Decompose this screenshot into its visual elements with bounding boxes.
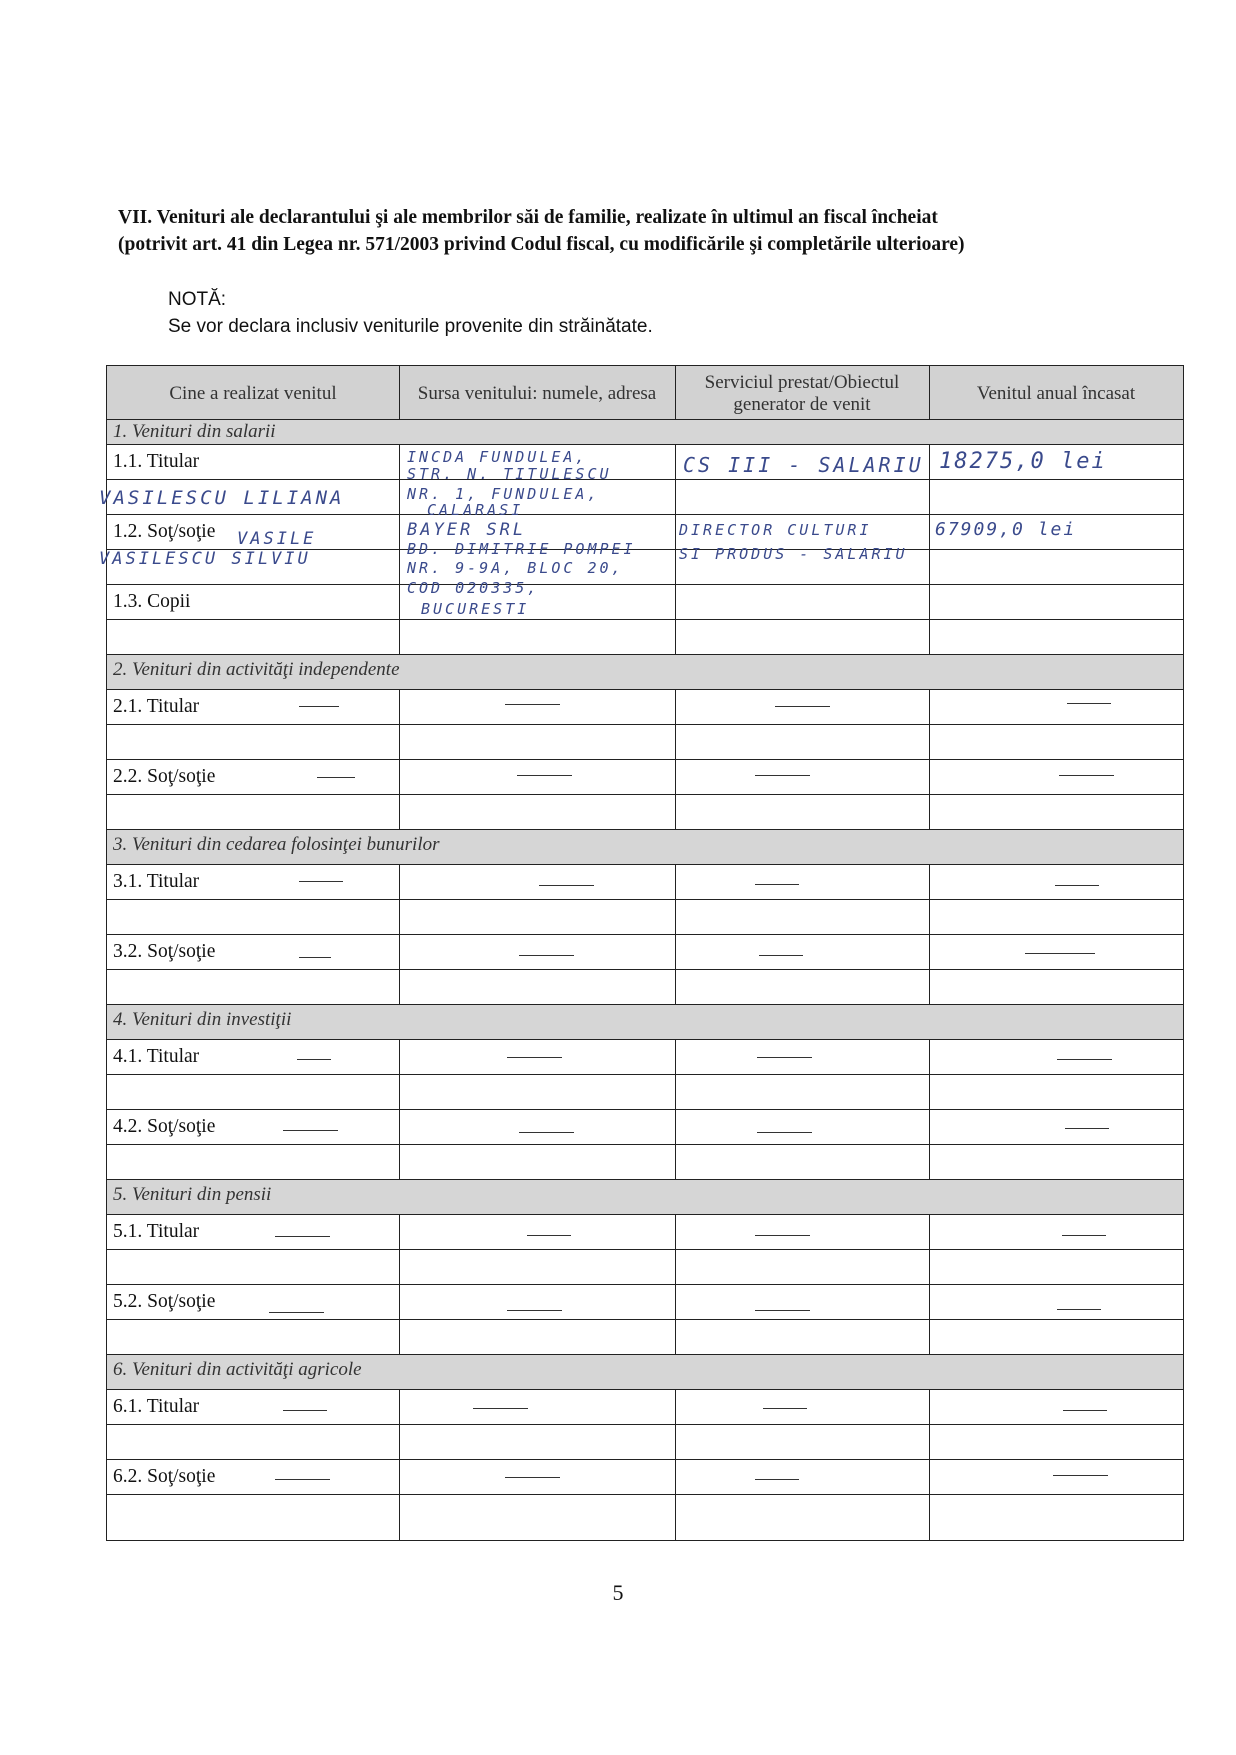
section-row (107, 1005, 1183, 1040)
handwritten-service: SI PRODUS - SALARIU (679, 545, 908, 563)
row-label: 2.2. Soţ/soţie (113, 766, 216, 787)
handwritten-source: NR. 9-9A, BLOC 20, (407, 559, 624, 577)
section-row (107, 420, 1183, 445)
handwritten-name: VASILE (237, 529, 317, 549)
row-label: 2.1. Titular (113, 696, 200, 717)
empty-dash (1053, 1475, 1108, 1476)
empty-dash (539, 885, 594, 886)
column-divider (929, 1215, 930, 1355)
handwritten-source: NR. 1, FUNDULEA, (407, 485, 600, 503)
empty-dash (1065, 1128, 1109, 1129)
section-row (107, 1180, 1183, 1215)
column-divider (399, 1040, 400, 1180)
empty-dash (275, 1236, 330, 1237)
table-row (107, 865, 1183, 900)
column-divider (929, 1040, 930, 1180)
empty-dash (757, 1132, 812, 1133)
handwritten-service: DIRECTOR CULTURI (679, 521, 872, 539)
row-label: 5.2. Soţ/soţie (113, 1291, 216, 1312)
header-source: Sursa venitului: numele, adresa (417, 382, 657, 404)
table-header-row (107, 365, 1183, 420)
empty-dash (505, 1477, 560, 1478)
empty-dash (1059, 775, 1114, 776)
empty-dash (755, 775, 810, 776)
heading-line-2: (potrivit art. 41 din Legea nr. 571/2003 privind Codul fiscal, cu modificările şi completările ulterioare) (118, 234, 965, 255)
handwritten-source: BUCURESTI (421, 600, 530, 618)
empty-dash (269, 1312, 324, 1313)
handwritten-source: COD 020335, (407, 579, 540, 597)
empty-dash (759, 955, 803, 956)
row-label: 6.2. Soţ/soţie (113, 1466, 216, 1487)
section-label: 2. Venituri din activităţi independente (113, 659, 400, 680)
table-row (107, 1110, 1183, 1145)
empty-dash (1063, 1410, 1107, 1411)
handwritten-service: CS III - SALARIU (683, 453, 924, 477)
empty-dash (763, 1408, 807, 1409)
table-row (107, 690, 1183, 725)
empty-dash (1062, 1235, 1106, 1236)
table-row (107, 970, 1183, 1005)
table-row (107, 1250, 1183, 1285)
column-divider (675, 865, 676, 1005)
empty-dash (299, 957, 331, 958)
row-label: 1.3. Copii (113, 591, 191, 612)
table-row (107, 1390, 1183, 1425)
section-heading (118, 204, 1198, 258)
empty-dash (299, 881, 343, 882)
empty-dash (1025, 953, 1095, 954)
section-label: 5. Venituri din pensii (113, 1184, 272, 1205)
table-row (107, 1460, 1183, 1495)
table-row (107, 585, 1183, 620)
table-row (107, 1320, 1183, 1355)
column-divider (675, 1390, 676, 1541)
note-title: NOTĂ: (168, 289, 227, 310)
column-divider (929, 865, 930, 1005)
column-divider (675, 1215, 676, 1355)
row-label: 1.2. Soţ/soţie (113, 521, 216, 542)
table-row (107, 795, 1183, 830)
column-divider (399, 690, 400, 830)
row-label: 4.2. Soţ/soţie (113, 1116, 216, 1137)
handwritten-source: BAYER SRL (407, 520, 527, 540)
empty-dash (755, 1235, 810, 1236)
table-row (107, 1495, 1183, 1541)
section-row (107, 655, 1183, 690)
handwritten-source: BD. DIMITRIE POMPEI (407, 540, 636, 558)
section-label: 3. Venituri din cedarea folosinţei bunurilor (113, 834, 440, 855)
row-label: 3.1. Titular (113, 871, 200, 892)
empty-dash (299, 706, 339, 707)
note-text: Se vor declara inclusiv veniturile provenite din străinătate. (168, 316, 653, 337)
table-row (107, 620, 1183, 655)
handwritten-income: 67909,0 lei (935, 519, 1077, 540)
handwritten-source: STR. N. TITULESCU (407, 465, 612, 483)
empty-dash (1067, 703, 1111, 704)
empty-dash (507, 1310, 562, 1311)
empty-dash (1055, 885, 1099, 886)
column-divider (929, 365, 930, 420)
empty-dash (275, 1479, 330, 1480)
heading-line-1: VII. Venituri ale declarantului şi ale membrilor săi de familie, realizate în ultimul an fiscal încheiat (118, 207, 938, 228)
handwritten-source: CALARASI (427, 501, 524, 519)
column-divider (399, 1390, 400, 1541)
column-divider (399, 445, 400, 655)
header-income: Venitul anual încasat (976, 382, 1136, 404)
empty-dash (755, 884, 799, 885)
income-table (99, 365, 1184, 1541)
header-who: Cine a realizat venitul (169, 382, 337, 404)
empty-dash (505, 704, 560, 705)
column-divider (675, 690, 676, 830)
section-row (107, 1355, 1183, 1390)
handwritten-name: VASILESCU SILVIU (99, 549, 311, 569)
section-label: 6. Venituri din activităţi agricole (113, 1359, 362, 1380)
column-divider (399, 365, 400, 420)
empty-dash (755, 1310, 810, 1311)
empty-dash (283, 1410, 327, 1411)
empty-dash (755, 1479, 799, 1480)
header-service: Serviciul prestat/Obiectul generator de venit (704, 371, 900, 415)
empty-dash (519, 955, 574, 956)
empty-dash (283, 1130, 338, 1131)
table-row (107, 725, 1183, 760)
handwritten-name: VASILESCU LILIANA (99, 487, 345, 509)
section-label: 1. Venituri din salarii (113, 421, 276, 442)
empty-dash (297, 1059, 331, 1060)
section-label: 4. Venituri din investiţii (113, 1009, 292, 1030)
table-row (107, 760, 1183, 795)
row-label: 1.1. Titular (113, 451, 200, 472)
empty-dash (757, 1057, 812, 1058)
table-row (107, 1425, 1183, 1460)
empty-dash (1057, 1059, 1112, 1060)
page-number: 5 (612, 1580, 624, 1605)
column-divider (675, 445, 676, 655)
note-block (168, 286, 1068, 340)
empty-dash (507, 1057, 562, 1058)
table-row (107, 1145, 1183, 1180)
table-row (107, 1075, 1183, 1110)
table-row (107, 935, 1183, 970)
handwritten-source: INCDA FUNDULEA, (407, 448, 588, 466)
row-label: 5.1. Titular (113, 1221, 200, 1242)
column-divider (399, 1215, 400, 1355)
empty-dash (473, 1408, 528, 1409)
column-divider (929, 1390, 930, 1541)
table-row (107, 1215, 1183, 1250)
empty-dash (1057, 1309, 1101, 1310)
table-row (107, 1285, 1183, 1320)
table-row (107, 900, 1183, 935)
column-divider (929, 690, 930, 830)
empty-dash (775, 706, 830, 707)
row-label: 4.1. Titular (113, 1046, 200, 1067)
column-divider (675, 365, 676, 420)
column-divider (675, 1040, 676, 1180)
empty-dash (517, 775, 572, 776)
section-row (107, 830, 1183, 865)
row-label: 6.1. Titular (113, 1396, 200, 1417)
table-row (107, 1040, 1183, 1075)
handwritten-income: 18275,0 lei (939, 449, 1107, 474)
column-divider (399, 865, 400, 1005)
empty-dash (519, 1132, 574, 1133)
row-label: 3.2. Soţ/soţie (113, 941, 216, 962)
empty-dash (527, 1235, 571, 1236)
column-divider (929, 445, 930, 655)
empty-dash (317, 777, 355, 778)
